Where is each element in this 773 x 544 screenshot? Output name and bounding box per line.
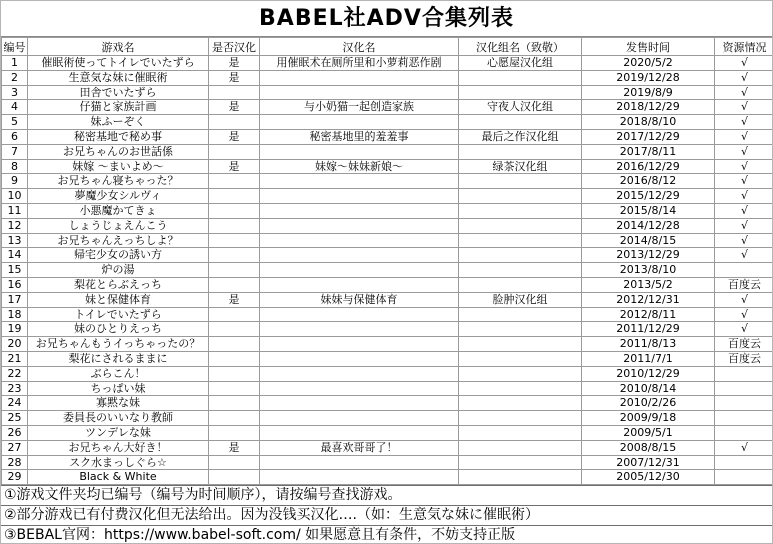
cell-release-date: 2010/12/29: [582, 366, 715, 381]
table-row: [2, 115, 773, 130]
cell-group-name: [459, 174, 582, 189]
table-row: [2, 292, 773, 307]
cell-number: 1: [2, 56, 28, 71]
cell-localized-flag: [209, 277, 260, 292]
cell-group-name: 守夜人汉化组: [459, 100, 582, 115]
cell-localized-name: [260, 189, 459, 204]
cell-localized-flag: [209, 144, 260, 159]
cell-resource-status: √: [715, 85, 773, 100]
cell-release-date: 2005/12/30: [582, 470, 715, 485]
cell-group-name: [459, 115, 582, 130]
cell-release-date: 2009/5/1: [582, 425, 715, 440]
cell-localized-flag: 是: [209, 70, 260, 85]
cell-number: 9: [2, 174, 28, 189]
cell-localized-flag: [209, 337, 260, 352]
cell-resource-status: 百度云: [715, 351, 773, 366]
table-row: [2, 263, 773, 278]
cell-number: 23: [2, 381, 28, 396]
cell-game-name: お兄ちゃん寝ちゃった？: [28, 174, 209, 189]
cell-release-date: 2013/12/29: [582, 248, 715, 263]
cell-release-date: 2018/12/29: [582, 100, 715, 115]
cell-release-date: 2013/8/10: [582, 263, 715, 278]
table-row: [2, 381, 773, 396]
cell-localized-flag: [209, 248, 260, 263]
cell-group-name: [459, 233, 582, 248]
cell-game-name: 梨花にされるままに: [28, 351, 209, 366]
cell-release-date: 2011/12/29: [582, 322, 715, 337]
column-header: 游戏名: [28, 38, 209, 56]
cell-number: 14: [2, 248, 28, 263]
cell-number: 3: [2, 85, 28, 100]
cell-localized-name: 最喜欢哥哥了！: [260, 440, 459, 455]
cell-localized-flag: [209, 425, 260, 440]
cell-number: 22: [2, 366, 28, 381]
cell-number: 13: [2, 233, 28, 248]
table-header-row: [2, 38, 773, 56]
cell-number: 12: [2, 218, 28, 233]
cell-localized-name: [260, 174, 459, 189]
cell-group-name: [459, 440, 582, 455]
cell-game-name: 寡黙な妹: [28, 396, 209, 411]
cell-game-name: ぶらこん！: [28, 366, 209, 381]
cell-localized-flag: 是: [209, 100, 260, 115]
cell-localized-flag: 是: [209, 440, 260, 455]
cell-localized-name: [260, 322, 459, 337]
cell-group-name: [459, 189, 582, 204]
table-row: [2, 56, 773, 71]
cell-localized-flag: [209, 470, 260, 485]
cell-number: 8: [2, 159, 28, 174]
cell-game-name: お兄ちゃんもうイっちゃったの？: [28, 337, 209, 352]
cell-game-name: 秘密基地で秘め事: [28, 129, 209, 144]
cell-release-date: 2017/8/11: [582, 144, 715, 159]
cell-localized-flag: [209, 115, 260, 130]
cell-localized-name: [260, 85, 459, 100]
footnotes: [1, 485, 772, 544]
cell-release-date: 2011/7/1: [582, 351, 715, 366]
cell-resource-status: √: [715, 248, 773, 263]
table-row: [2, 366, 773, 381]
cell-localized-flag: [209, 218, 260, 233]
cell-resource-status: 百度云: [715, 337, 773, 352]
cell-localized-name: 与小奶猫一起创造家族: [260, 100, 459, 115]
cell-group-name: [459, 218, 582, 233]
cell-game-name: スク水まっしぐら☆: [28, 455, 209, 470]
cell-release-date: 2015/12/29: [582, 189, 715, 204]
cell-game-name: Black & White: [28, 470, 209, 485]
cell-game-name: 委員長のいいなり教師: [28, 411, 209, 426]
cell-number: 10: [2, 189, 28, 204]
cell-number: 4: [2, 100, 28, 115]
cell-localized-flag: 是: [209, 292, 260, 307]
cell-release-date: 2012/12/31: [582, 292, 715, 307]
cell-release-date: 2014/12/28: [582, 218, 715, 233]
cell-localized-flag: 是: [209, 129, 260, 144]
cell-group-name: [459, 307, 582, 322]
cell-localized-name: [260, 470, 459, 485]
cell-resource-status: √: [715, 189, 773, 204]
cell-resource-status: √: [715, 174, 773, 189]
cell-number: 7: [2, 144, 28, 159]
cell-group-name: [459, 85, 582, 100]
cell-resource-status: [715, 396, 773, 411]
table-row: [2, 85, 773, 100]
cell-release-date: 2009/9/18: [582, 411, 715, 426]
cell-group-name: [459, 411, 582, 426]
table-row: [2, 351, 773, 366]
cell-resource-status: [715, 470, 773, 485]
cell-resource-status: √: [715, 56, 773, 71]
footnote-line: ②部分游戏已有付费汉化但无法给出。因为没钱买汉化….（如：生意気な妹に催眠術）: [1, 506, 772, 526]
cell-release-date: 2008/8/15: [582, 440, 715, 455]
cell-resource-status: √: [715, 144, 773, 159]
cell-group-name: [459, 203, 582, 218]
cell-number: 6: [2, 129, 28, 144]
cell-number: 24: [2, 396, 28, 411]
cell-game-name: お兄ちゃん大好き！: [28, 440, 209, 455]
cell-game-name: 妹のひとりえっち: [28, 322, 209, 337]
cell-game-name: 梨花とらぶえっち: [28, 277, 209, 292]
cell-number: 29: [2, 470, 28, 485]
cell-release-date: 2011/8/13: [582, 337, 715, 352]
cell-resource-status: √: [715, 115, 773, 130]
cell-game-name: ちっぱい妹: [28, 381, 209, 396]
cell-localized-name: [260, 115, 459, 130]
cell-group-name: 脸肿汉化组: [459, 292, 582, 307]
table-row: [2, 189, 773, 204]
cell-number: 20: [2, 337, 28, 352]
cell-release-date: 2016/12/29: [582, 159, 715, 174]
table-row: [2, 100, 773, 115]
table-row: [2, 307, 773, 322]
cell-localized-name: [260, 455, 459, 470]
cell-localized-flag: [209, 203, 260, 218]
cell-resource-status: √: [715, 322, 773, 337]
cell-number: 18: [2, 307, 28, 322]
cell-localized-flag: [209, 85, 260, 100]
cell-release-date: 2015/8/14: [582, 203, 715, 218]
cell-localized-flag: [209, 411, 260, 426]
cell-localized-name: [260, 218, 459, 233]
cell-release-date: 2012/8/11: [582, 307, 715, 322]
cell-release-date: 2010/8/14: [582, 381, 715, 396]
cell-resource-status: √: [715, 100, 773, 115]
cell-group-name: [459, 381, 582, 396]
cell-resource-status: [715, 381, 773, 396]
cell-resource-status: √: [715, 233, 773, 248]
table-row: [2, 203, 773, 218]
table-row: [2, 159, 773, 174]
cell-group-name: [459, 366, 582, 381]
cell-game-name: お兄ちゃんのお世話係: [28, 144, 209, 159]
cell-group-name: [459, 277, 582, 292]
cell-localized-name: [260, 411, 459, 426]
table-row: [2, 174, 773, 189]
cell-resource-status: [715, 455, 773, 470]
cell-release-date: 2013/5/2: [582, 277, 715, 292]
cell-game-name: お兄ちゃんえっちしよ？: [28, 233, 209, 248]
cell-localized-name: [260, 366, 459, 381]
table-row: [2, 248, 773, 263]
cell-group-name: [459, 455, 582, 470]
table-row: [2, 144, 773, 159]
cell-localized-flag: [209, 263, 260, 278]
cell-resource-status: √: [715, 307, 773, 322]
cell-localized-name: [260, 277, 459, 292]
cell-resource-status: [715, 263, 773, 278]
cell-localized-name: [260, 425, 459, 440]
cell-number: 26: [2, 425, 28, 440]
cell-release-date: 2020/5/2: [582, 56, 715, 71]
cell-number: 27: [2, 440, 28, 455]
cell-localized-name: 妹嫁～妹妹新娘～: [260, 159, 459, 174]
cell-group-name: [459, 322, 582, 337]
cell-localized-flag: [209, 322, 260, 337]
cell-localized-flag: [209, 396, 260, 411]
cell-group-name: [459, 263, 582, 278]
table-row: [2, 70, 773, 85]
cell-resource-status: √: [715, 129, 773, 144]
cell-group-name: [459, 70, 582, 85]
footnote-line: ①游戏文件夹均已编号（编号为时间顺序），请按编号查找游戏。: [1, 485, 772, 506]
cell-release-date: 2017/12/29: [582, 129, 715, 144]
cell-game-name: 小悪魔かてきょ: [28, 203, 209, 218]
cell-localized-name: [260, 307, 459, 322]
cell-localized-flag: [209, 233, 260, 248]
cell-group-name: [459, 144, 582, 159]
cell-game-name: ツンデレな妹: [28, 425, 209, 440]
column-header: 资源情况: [715, 38, 773, 56]
cell-resource-status: √: [715, 440, 773, 455]
cell-game-name: 田舎でいたずら: [28, 85, 209, 100]
cell-game-name: 炉の湯: [28, 263, 209, 278]
cell-release-date: 2019/12/28: [582, 70, 715, 85]
cell-localized-name: 秘密基地里的羞羞事: [260, 129, 459, 144]
cell-resource-status: √: [715, 70, 773, 85]
cell-localized-flag: [209, 174, 260, 189]
cell-release-date: 2014/8/15: [582, 233, 715, 248]
cell-localized-name: [260, 203, 459, 218]
cell-group-name: [459, 337, 582, 352]
cell-number: 15: [2, 263, 28, 278]
cell-localized-name: 用催眠术在厕所里和小萝莉恶作剧: [260, 56, 459, 71]
column-header: 汉化组名（致敬）: [459, 38, 582, 56]
table-row: [2, 322, 773, 337]
page-title: BABEL社ADV合集列表: [1, 1, 772, 37]
cell-resource-status: √: [715, 218, 773, 233]
cell-group-name: [459, 470, 582, 485]
cell-localized-flag: [209, 351, 260, 366]
table-row: [2, 455, 773, 470]
cell-localized-name: [260, 351, 459, 366]
cell-localized-flag: 是: [209, 159, 260, 174]
cell-number: 19: [2, 322, 28, 337]
cell-game-name: 生意気な妹に催眠術: [28, 70, 209, 85]
cell-number: 2: [2, 70, 28, 85]
column-header: 发售时间: [582, 38, 715, 56]
cell-number: 5: [2, 115, 28, 130]
cell-localized-name: [260, 337, 459, 352]
footnote-line: ③BEBAL官网：https://www.babel-soft.com/ 如果愿意且有条件，不妨支持正版: [1, 526, 772, 544]
cell-localized-flag: [209, 189, 260, 204]
cell-number: 16: [2, 277, 28, 292]
cell-localized-flag: [209, 366, 260, 381]
cell-resource-status: [715, 366, 773, 381]
cell-release-date: 2018/8/10: [582, 115, 715, 130]
cell-localized-flag: 是: [209, 56, 260, 71]
cell-number: 17: [2, 292, 28, 307]
cell-group-name: [459, 396, 582, 411]
cell-game-name: トイレでいたずら: [28, 307, 209, 322]
table-row: [2, 129, 773, 144]
table-row: [2, 425, 773, 440]
cell-group-name: 心愿屋汉化组: [459, 56, 582, 71]
cell-group-name: 最后之作汉化组: [459, 129, 582, 144]
cell-game-name: 催眠術使ってトイレでいたずら: [28, 56, 209, 71]
cell-resource-status: [715, 411, 773, 426]
cell-game-name: 妹と保健体育: [28, 292, 209, 307]
cell-resource-status: √: [715, 292, 773, 307]
cell-localized-name: [260, 144, 459, 159]
column-header: 是否汉化: [209, 38, 260, 56]
cell-localized-name: 妹妹与保健体育: [260, 292, 459, 307]
cell-number: 25: [2, 411, 28, 426]
table-row: [2, 337, 773, 352]
cell-release-date: 2019/8/9: [582, 85, 715, 100]
cell-number: 11: [2, 203, 28, 218]
cell-localized-name: [260, 248, 459, 263]
cell-game-name: 夢魔少女シルヴィ: [28, 189, 209, 204]
cell-localized-name: [260, 233, 459, 248]
cell-resource-status: √: [715, 203, 773, 218]
table-row: [2, 396, 773, 411]
table-row: [2, 470, 773, 485]
cell-resource-status: √: [715, 159, 773, 174]
cell-localized-flag: [209, 307, 260, 322]
cell-resource-status: 百度云: [715, 277, 773, 292]
cell-game-name: 妹嫁 ～まいよめ～: [28, 159, 209, 174]
cell-game-name: しょうじょえんこう: [28, 218, 209, 233]
cell-group-name: 绿茶汉化组: [459, 159, 582, 174]
cell-release-date: 2007/12/31: [582, 455, 715, 470]
cell-release-date: 2016/8/12: [582, 174, 715, 189]
cell-localized-flag: [209, 381, 260, 396]
cell-localized-name: [260, 381, 459, 396]
cell-game-name: 妹ふーぞく: [28, 115, 209, 130]
cell-group-name: [459, 351, 582, 366]
cell-localized-name: [260, 396, 459, 411]
cell-release-date: 2010/2/26: [582, 396, 715, 411]
cell-localized-name: [260, 263, 459, 278]
cell-localized-name: [260, 70, 459, 85]
cell-number: 21: [2, 351, 28, 366]
table-row: [2, 233, 773, 248]
column-header: 汉化名: [260, 38, 459, 56]
table-row: [2, 218, 773, 233]
table-row: [2, 411, 773, 426]
cell-game-name: 仔猫と家族計画: [28, 100, 209, 115]
cell-resource-status: [715, 425, 773, 440]
table-row: [2, 440, 773, 455]
cell-group-name: [459, 425, 582, 440]
cell-localized-flag: [209, 455, 260, 470]
table-row: [2, 277, 773, 292]
cell-group-name: [459, 248, 582, 263]
cell-number: 28: [2, 455, 28, 470]
cell-game-name: 帰宅少女の誘い方: [28, 248, 209, 263]
games-table: [1, 37, 773, 485]
column-header: 编号: [2, 38, 28, 56]
